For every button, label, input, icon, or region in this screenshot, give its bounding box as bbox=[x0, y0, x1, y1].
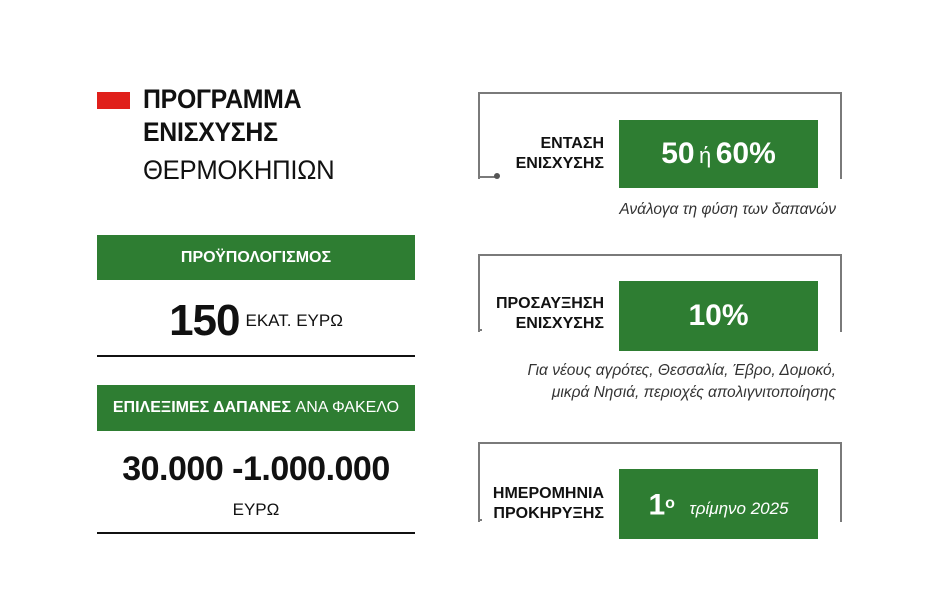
announcement-value-box: $1^o$ τρίμηνο 2025 bbox=[619, 469, 818, 539]
announcement-label: ΗΜΕΡΟΜΗΝΙΑ ΠΡΟΚΗΡΥΞΗΣ bbox=[492, 485, 604, 522]
increase-value-box: 10% bbox=[619, 281, 818, 351]
budget-value bbox=[97, 296, 415, 346]
red-accent-square bbox=[97, 92, 130, 109]
increase-note: Για νέους αγρότες, Θεσσαλία, Έβρο, Δομοκό, μικρά Νησιά, περιοχές απολιγνιτοποίησης bbox=[527, 362, 836, 401]
program-title-line3: ΘΕΡΜΟΚΗΠΙΩΝ bbox=[143, 155, 335, 185]
eligible-unit: ΕΥΡΩ bbox=[232, 500, 280, 519]
divider bbox=[97, 532, 415, 534]
budget-amount: 150 bbox=[169, 296, 240, 345]
divider bbox=[97, 355, 415, 357]
budget-header: ΠΡΟΫΠΟΛΟΓΙΣΜΟΣ bbox=[97, 235, 415, 280]
program-title-line1: ΠΡΟΓΡΑΜΜΑ bbox=[143, 84, 302, 114]
frame-left-edge bbox=[478, 92, 480, 177]
intensity-label: ΕΝΤΑΣΗ ΕΝΙΣΧΥΣΗΣ bbox=[515, 135, 604, 172]
eligible-range: 30.000 -1.000.000 bbox=[122, 450, 390, 488]
intensity-value-box: 50 ή 60% bbox=[619, 120, 818, 188]
intensity-note: Ανάλογα τη φύση των δαπανών bbox=[619, 201, 836, 218]
eligible-expenses-header: ΕΠΙΛΕΞΙΜΕΣ ΔΑΠΑΝΕΣ ΑΝΑ ΦΑΚΕΛΟ bbox=[97, 385, 415, 431]
budget-unit: ΕΚΑΤ. ΕΥΡΩ bbox=[245, 311, 343, 330]
increase-label: ΠΡΟΣΑΥΞΗΣΗ ΕΝΙΣΧΥΣΗΣ bbox=[495, 295, 604, 332]
program-title-line2: ΕΝΙΣΧΥΣΗΣ bbox=[143, 117, 278, 147]
